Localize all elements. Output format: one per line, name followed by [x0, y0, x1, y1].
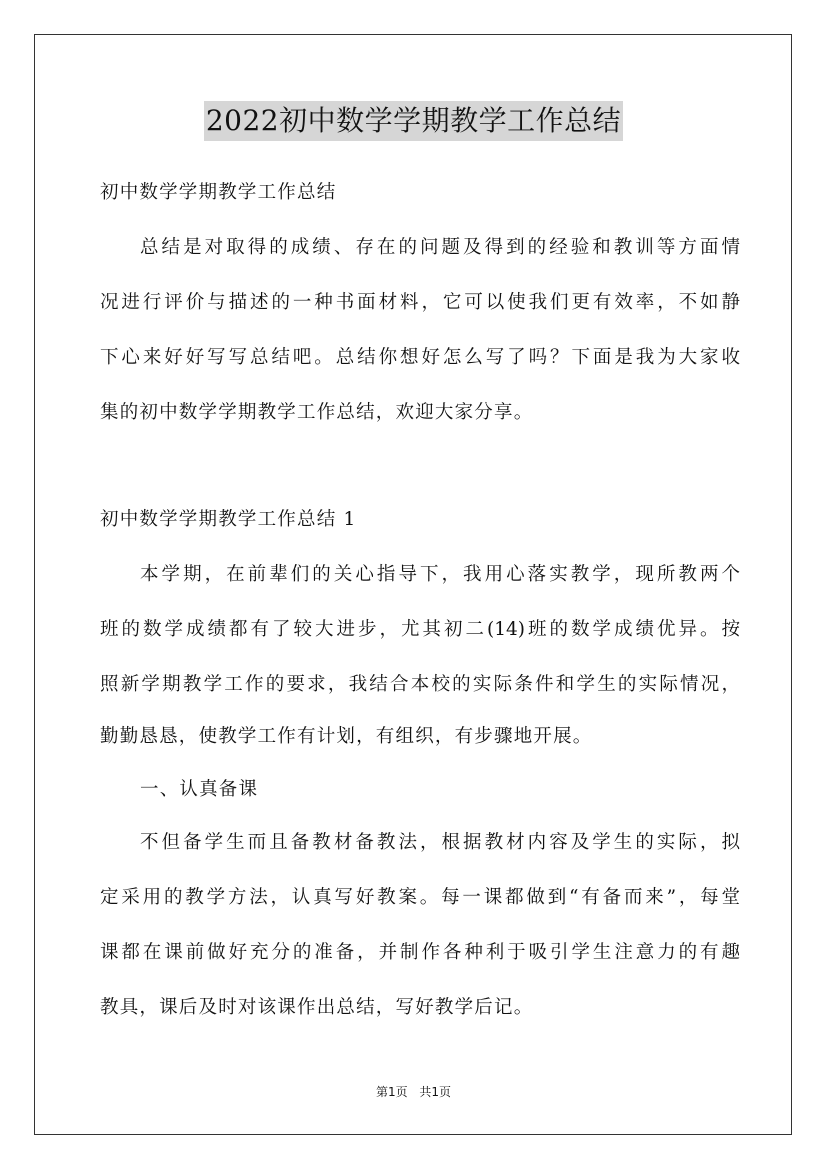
para1-line-3: 照新学期教学工作的要求，我结合本校的实际条件和学生的实际情况，	[100, 674, 740, 695]
document-title: 2022初中数学学期教学工作总结	[204, 101, 623, 141]
intro-line-3: 下心来好好写写总结吧。总结你想好怎么写了吗？下面是我为大家收	[100, 347, 740, 368]
subtitle-1: 初中数学学期教学工作总结	[100, 182, 337, 203]
intro-line-4: 集的初中数学学期教学工作总结，欢迎大家分享。	[100, 402, 534, 423]
para1-line-1: 本学期，在前辈们的关心指导下，我用心落实教学，现所教两个	[140, 564, 740, 585]
para1-line-4: 勤勤恳恳，使教学工作有计划，有组织，有步骤地开展。	[100, 726, 593, 747]
section-heading-1: 一、认真备课	[140, 779, 259, 800]
para2-line-4: 教具，课后及时对该课作出总结，写好教学后记。	[100, 997, 534, 1018]
para2-line-2: 定采用的教学方法，认真写好教案。每一课都做到“有备而来”，每堂	[100, 887, 740, 908]
page-number: 第1页	[375, 1085, 408, 1099]
para2-line-1: 不但备学生而且备教材备教法，根据教材内容及学生的实际，拟	[140, 832, 740, 853]
subtitle-2: 初中数学学期教学工作总结 1	[100, 509, 357, 530]
page-footer	[0, 1083, 827, 1100]
para1-line-2: 班的数学成绩都有了较大进步，尤其初二(14)班的数学成绩优异。按	[100, 619, 740, 640]
intro-line-2: 况进行评价与描述的一种书面材料，它可以使我们更有效率，不如静	[100, 292, 740, 313]
intro-line-1: 总结是对取得的成绩、存在的问题及得到的经验和教训等方面情	[140, 237, 740, 258]
page-total: 共1页	[419, 1085, 452, 1099]
title-container	[0, 101, 827, 141]
para2-line-3: 课都在课前做好充分的准备，并制作各种利于吸引学生注意力的有趣	[100, 942, 740, 963]
